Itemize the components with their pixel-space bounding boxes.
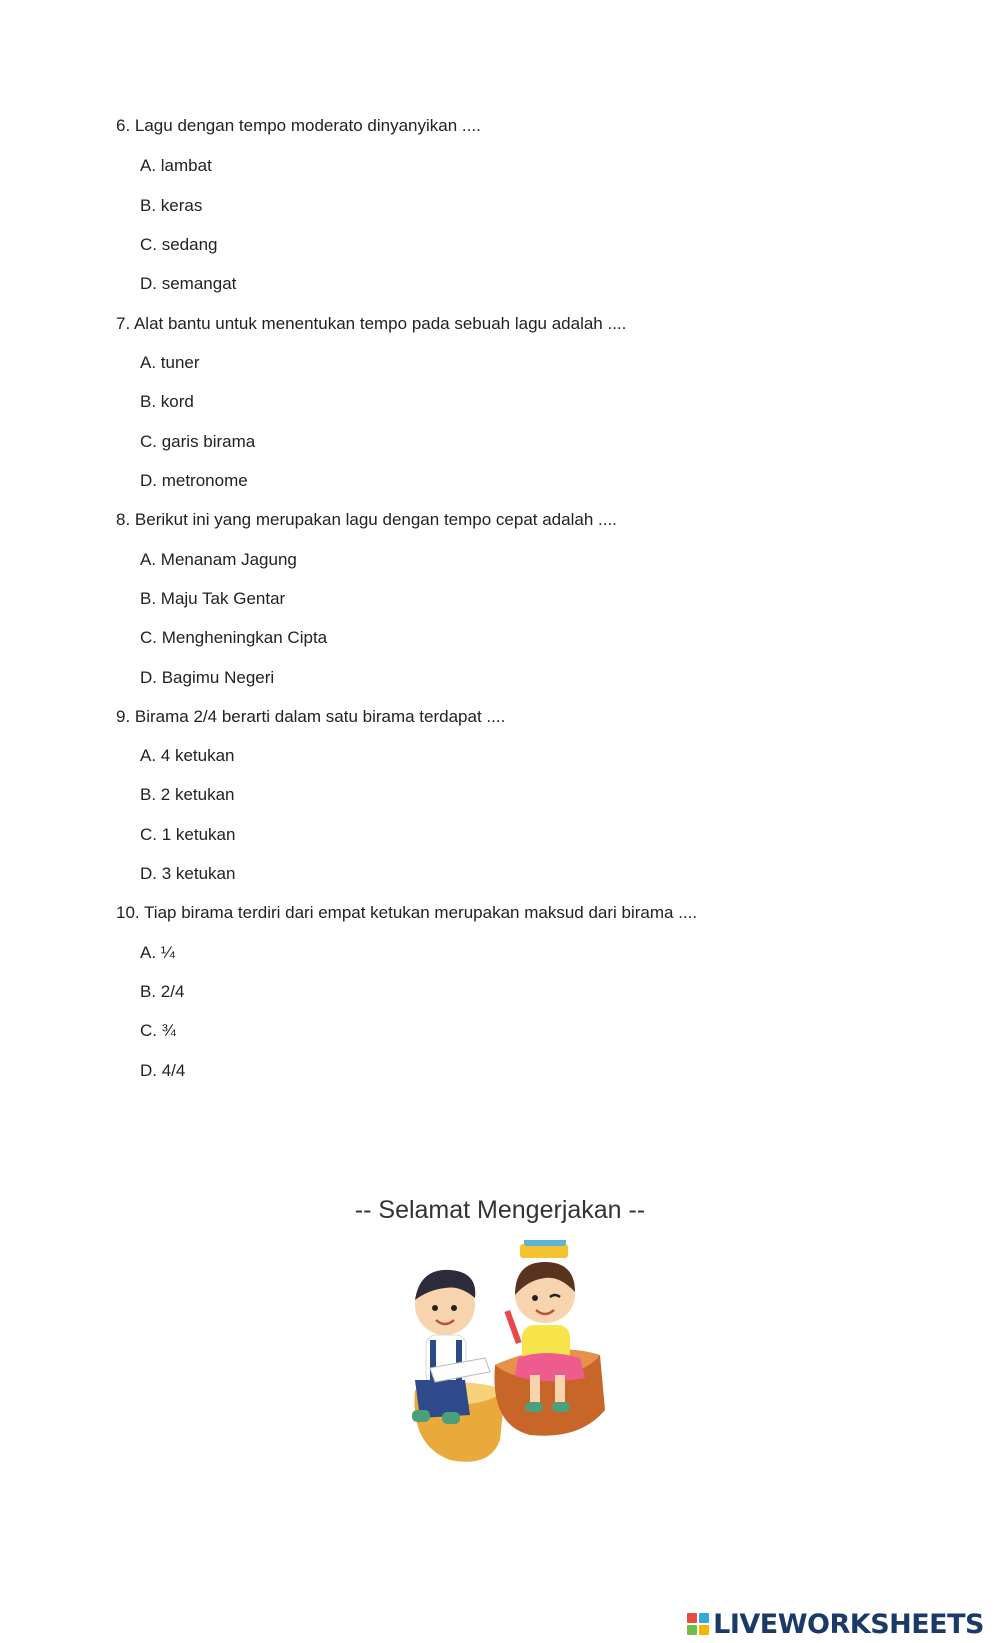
option-7d[interactable]: D. metronome bbox=[140, 471, 248, 490]
closing-message: -- Selamat Mengerjakan -- bbox=[354, 1196, 646, 1224]
liveworksheets-logo-icon bbox=[687, 1613, 709, 1635]
question-10: 10. Tiap birama terdiri dari empat ketukan merupakan maksud dari birama .... bbox=[116, 903, 698, 922]
option-9d[interactable]: D. 3 ketukan bbox=[140, 864, 236, 883]
option-10a[interactable]: A. ¼ bbox=[140, 943, 175, 962]
option-7a[interactable]: A. tuner bbox=[140, 353, 200, 372]
brand-name: LIVEWORKSHEETS bbox=[713, 1608, 984, 1640]
option-10d[interactable]: D. 4/4 bbox=[140, 1061, 186, 1080]
question-9: 9. Birama 2/4 berarti dalam satu birama terdapat .... bbox=[116, 707, 506, 726]
option-10c[interactable]: C. ¾ bbox=[140, 1021, 176, 1040]
option-8a[interactable]: A. Menanam Jagung bbox=[140, 550, 297, 569]
option-9c[interactable]: C. 1 ketukan bbox=[140, 825, 236, 844]
option-8c[interactable]: C. Mengheningkan Cipta bbox=[140, 628, 328, 647]
question-6: 6. Lagu dengan tempo moderato dinyanyikan .... bbox=[116, 116, 481, 135]
question-7: 7. Alat bantu untuk menentukan tempo pada sebuah lagu adalah .... bbox=[116, 314, 627, 333]
option-6a[interactable]: A. lambat bbox=[140, 156, 212, 175]
logo-letter-i bbox=[699, 1613, 709, 1623]
option-8b[interactable]: B. Maju Tak Gentar bbox=[140, 589, 286, 608]
liveworksheets-brand[interactable] bbox=[687, 1609, 984, 1639]
children-reading-books-icon bbox=[390, 1240, 630, 1470]
option-6d[interactable]: D. semangat bbox=[140, 274, 237, 293]
option-7c[interactable]: C. garis birama bbox=[140, 432, 256, 451]
logo-letter-e bbox=[699, 1625, 709, 1635]
option-9a[interactable]: A. 4 ketukan bbox=[140, 746, 235, 765]
logo-letter-l bbox=[687, 1613, 697, 1623]
option-8d[interactable]: D. Bagimu Negeri bbox=[140, 668, 275, 687]
option-7b[interactable]: B. kord bbox=[140, 392, 194, 411]
logo-letter-v bbox=[687, 1625, 697, 1635]
option-6b[interactable]: B. keras bbox=[140, 196, 203, 215]
option-6c[interactable]: C. sedang bbox=[140, 235, 218, 254]
question-8: 8. Berikut ini yang merupakan lagu dengan tempo cepat adalah .... bbox=[116, 510, 617, 529]
option-10b[interactable]: B. 2/4 bbox=[140, 982, 185, 1001]
option-9b[interactable]: B. 2 ketukan bbox=[140, 785, 235, 804]
